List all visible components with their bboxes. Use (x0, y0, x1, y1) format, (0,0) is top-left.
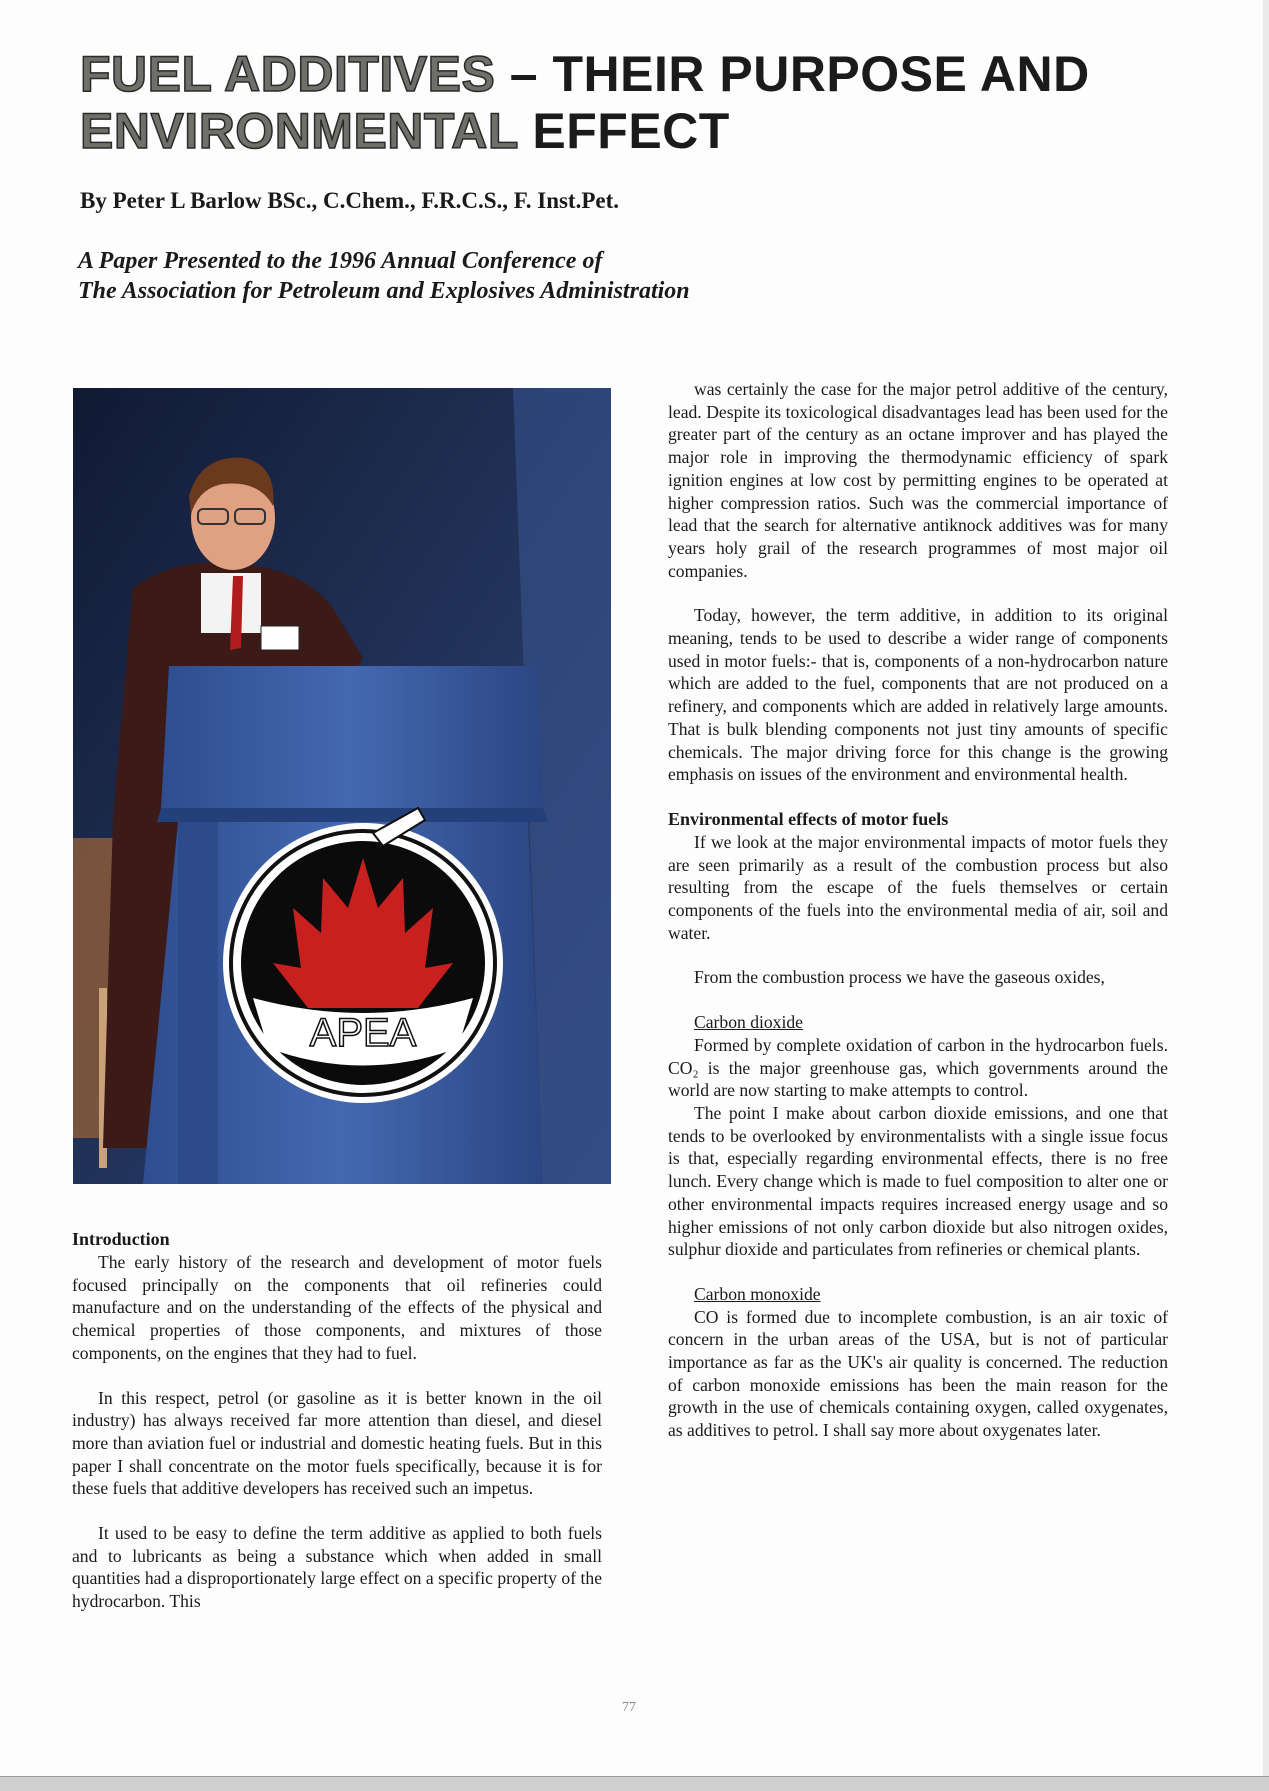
title-part-2: – THEIR PURPOSE AND (495, 46, 1090, 102)
page-edge-bottom (0, 1776, 1269, 1791)
environmental-effects-heading: Environmental effects of motor fuels (668, 808, 949, 829)
speaker-at-podium-illustration (73, 388, 611, 1184)
page-number: 77 (622, 1700, 636, 1715)
introduction-heading: Introduction (72, 1229, 170, 1249)
intro-paragraph-1: The early history of the research and development of motor fuels focused principally on the components that oil refineries could manufacture and on the understanding of the effects of the physical and chemical properties of those components, and mixtures of those components, on the engines that they had to fuel. (72, 1252, 602, 1363)
conference-subtitle (78, 246, 690, 306)
author-byline: By Peter L Barlow BSc., C.Chem., F.R.C.S., F. Inst.Pet. (80, 188, 620, 213)
right-paragraph-4: From the combustion process we have the gaseous oxides, (694, 967, 1105, 988)
page-edge-right (1263, 0, 1269, 1791)
right-paragraph-7: CO is formed due to incomplete combustion, is an air toxic of concern in the urban areas of the USA, but is not of particular importance as far as the UK's air quality is concerned. The reduction of carbon monoxide emissions has been the main reason for the growth in the use of chemicals containing oxygen, called oxygenates, as additives to petrol. I shall say more about oxygenates later. (668, 1306, 1168, 1441)
title-part-3: ENVIRONMENTAL (80, 103, 518, 159)
apea-logo-text: APEA (309, 1011, 417, 1055)
intro-paragraph-3: It used to be easy to define the term additive as applied to both fuels and to lubricants as being a substance which when added in small quantities had a disproportionately large effect on a specific property of the hydrocarbon. This (72, 1523, 602, 1612)
intro-paragraph-2: In this respect, petrol (or gasoline as it is better known in the oil industry) has always received far more attention than diesel, and diesel more than aviation fuel or industrial and domestic heating fuels. But in this paper I shall concentrate on the motor fuels specifically, because it is for these fuels that additive developers has received such an impetus. (72, 1387, 602, 1499)
speaker-photo (73, 388, 611, 1184)
right-paragraph-2: Today, however, the term additive, in addition to its original meaning, tends to be used to describe a wider range of components used in motor fuels:- that is, components of a non-hydrocarbon nature which are added to the fuel, components that are not produced on a refinery, and components which are added in relatively large amounts. That is bulk blending components not just tiny amounts of specific chemicals. The major driving force for this change is the growing emphasis on issues of the environment and environmental health. (668, 605, 1168, 785)
right-paragraph-3: If we look at the major environmental impacts of motor fuels they are seen primarily as a result of the combustion process but also resulting from the escape of the fuels themselves or certain components of the fuels into the environmental media of air, soil and water. (668, 831, 1168, 943)
carbon-dioxide-heading: Carbon dioxide (694, 1012, 803, 1033)
article-title (80, 46, 1200, 160)
title-part-1: FUEL ADDITIVES (80, 46, 496, 102)
left-column (72, 1228, 602, 1635)
right-paragraph-6: The point I make about carbon dioxide emissions, and one that tends to be overlooked by environmentalists with a single issue focus is that, especially regarding environmental effects, there is no free lunch. Every change which is made to fuel composition to alter one or other environmental impacts requires increased energy usage and so higher emissions of not only carbon dioxide but also nitrogen oxides, sulphur dioxide and particulates from refineries or chemical plants. (668, 1102, 1168, 1260)
right-paragraph-5: Formed by complete oxidation of carbon in the hydrocarbon fuels. CO₂ is the major greenhouse gas, which governments around the world are now starting to make attempts to control. (668, 1034, 1168, 1101)
carbon-monoxide-heading: Carbon monoxide (694, 1283, 821, 1304)
subtitle-line-2: The Association for Petroleum and Explosives Administration (78, 278, 690, 304)
title-part-4: EFFECT (518, 103, 730, 159)
subtitle-line-1: A Paper Presented to the 1996 Annual Conference of (78, 248, 603, 274)
right-paragraph-1: was certainly the case for the major petrol additive of the century, lead. Despite its toxicological disadvantages lead has been used for the greater part of the century as an octane improver and has played the major role in improving the thermodynamic efficiency of spark ignition engines at low cost by permitting engines to be operated at higher compression ratios. Such was the commercial importance of lead that the search for alternative antiknock additives was for many years holy grail of the research programmes of most major oil companies. (668, 379, 1168, 581)
right-column (668, 378, 1168, 1464)
